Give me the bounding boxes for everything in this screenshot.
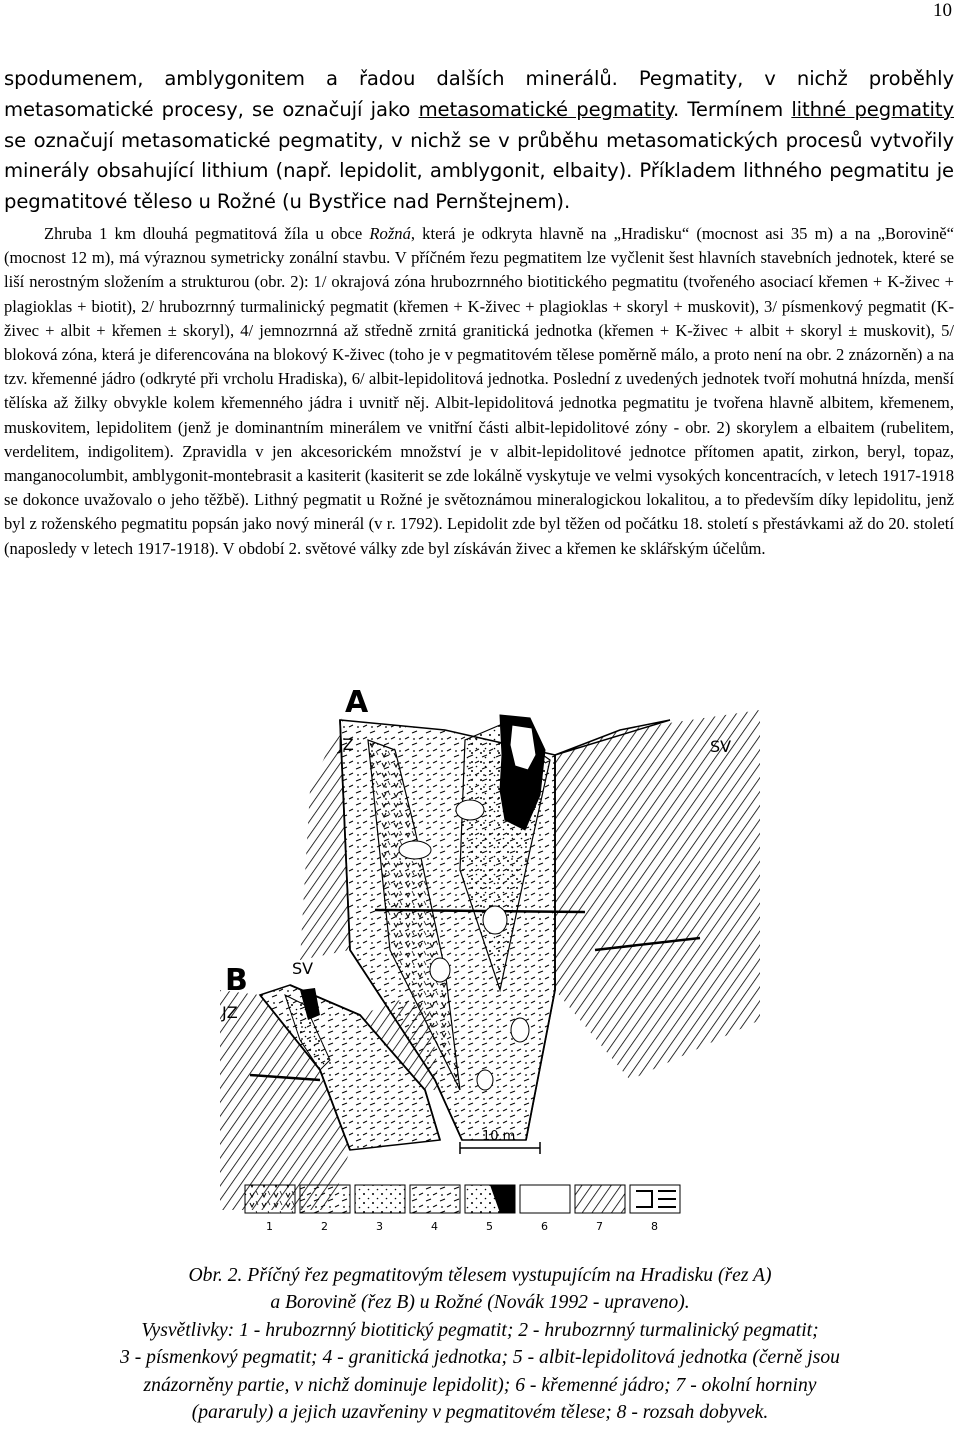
paragraph-intro (4, 64, 954, 218)
legend-swatch-3 (355, 1185, 405, 1213)
section-a-right-direction: SV (710, 737, 732, 756)
caption-line: (pararuly) a jejich uzavřeniny v pegmatitovém tělese; 8 - rozsah dobyvek. (191, 1402, 769, 1424)
paragraph-description (4, 222, 954, 561)
page-number: 10 (933, 0, 952, 21)
text-run: , která je odkryta hlavně na „Hradisku“ (mocnost asi 35 m) a na „Borovině“ (mocnost 12 m), má výraznou symetricky zonální stavbu. V příčném řezu pegmatitem lze vyčlenit šest hlavních stavebních jednotek, které se liší nerostným složením a strukturou (obr. 2): 1/ okrajová zóna hrubozrnného biotitického pegmatitu (tvořeného asociací křemen + K-živec + plagioklas + biotit), 2/ hrubozrnný turmalinický pegmatit (křemen + K-živec + plagioklas + skoryl + muskovit), 3/ písmenkový pegmatit (K-živec + albit + křemen ± skoryl), 4/ jemnozrnná až středně zrnitá granitická jednotka (křemen + K-živec + albit + skoryl ± muskovit), 5/ bloková zóna, která je diferencována na blokový K-živec (toho je v pegmatitovém tělese poměrně málo, a proto není na obr. 2 znázorněn) a na tzv. křemenné jádro (odkryté při vrcholu Hradiska), 6/ albit-lepidolitová jednotka. Poslední z uvedených jednotek tvoří mohutná hnízda, menší tělíska až žilky obvykle kolem křemenného jádra i uvnitř něj. Albit-lepidolitová jednotka pegmatitu je tvořena hlavně albitem, křemenem, muskovitem, lepidolitem (jenž je dominantním minerálem ve vnitřní části albit-lepidolitové zóny - obr. 2) skorylem a elbaitem (rubelitem, verdelitem, indigolitem). Zpravidla v jen akcesorickém množství je v albit-lepidolitové jednotce přítomen apatit, zirkon, beryl, topaz, manganocolumbit, amblygonit-montebrasit a kasiterit (kasiterit se zde lokálně vyskytuje ve velmi vysokých koncentracích, v letech 1917-1918 se dokonce uvažovalo o jeho těžbě). Lithný pegmatit u Rožné je světoznámou mineralogickou lokalitou, a to především díky lepidolitu, jenž byl z roženského pegmatitu popsán jako nový minerál (v r. 1792). Lepidolit zde byl těžen od počátku 18. století s přestávkami až do 20. století (naposledy v letech 1917-1918). V období 2. světové války zde byl získáván živec a křemen ke sklářským účelům. (4, 224, 954, 558)
section-b-left-direction: JZ (222, 1003, 238, 1022)
legend-swatch-7 (575, 1185, 625, 1213)
term-metasomatic: metasomatické pegmatity (418, 97, 673, 121)
section-b-label: B (225, 963, 248, 998)
scale-label: 10 m (482, 1129, 516, 1144)
cross-section-drawing (200, 670, 760, 1235)
legend-number-4: 4 (431, 1220, 438, 1233)
text-run: . Termínem (672, 97, 792, 121)
caption-line: a Borovině (řez B) u Rožné (Novák 1992 - upraveno). (270, 1292, 690, 1314)
legend-swatch-6 (520, 1185, 570, 1213)
caption-line: znázorněny partie, v nichž dominuje lepidolit); 6 - křemenné jádro; 7 - okolní horniny (143, 1374, 817, 1396)
legend (245, 1185, 680, 1233)
section-b-right-direction: SV (292, 959, 314, 978)
caption-line: 3 - písmenkový pegmatit; 4 - granitická jednotka; 5 - albit-lepidolitová jednotka (černě jsou (120, 1347, 840, 1369)
figure-caption (0, 1262, 960, 1426)
caption-line: Vysvětlivky: 1 - hrubozrnný biotitický pegmatit; 2 - hrubozrnný turmalinický pegmatit; (141, 1319, 819, 1341)
term-lithium: lithné pegmatity (791, 97, 954, 121)
place-name: Rožná (369, 224, 411, 243)
legend-number-3: 3 (376, 1220, 383, 1233)
legend-number-1: 1 (266, 1220, 273, 1233)
caption-line: Obr. 2. Příčný řez pegmatitovým tělesem vystupujícím na Hradisku (řez A) (188, 1265, 772, 1286)
cross-section-figure (200, 670, 760, 1235)
text-run: Zhruba 1 km dlouhá pegmatitová žíla u obce (44, 224, 370, 243)
legend-swatch-4 (410, 1185, 460, 1213)
legend-swatch-2 (300, 1185, 350, 1213)
legend-number-8: 8 (651, 1220, 658, 1233)
legend-swatch-1 (245, 1185, 295, 1213)
text-run: se označují metasomatické pegmatity, v nichž se v průběhu metasomatických procesů vytvořily minerály obsahující lithium (např. lepidolit, amblygonit, elbaity). Příkladem lithného pegmatitu je pegmatitové těleso u Rožné (u Bystřice nad Pernštejnem). (4, 128, 954, 214)
legend-number-6: 6 (541, 1220, 548, 1233)
legend-number-7: 7 (596, 1220, 603, 1233)
section-a-label: A (345, 685, 369, 720)
section-a-left-direction: JZ (338, 735, 354, 754)
legend-number-2: 2 (321, 1220, 328, 1233)
legend-number-5: 5 (486, 1220, 493, 1233)
text-run: spodumenem, amblygonitem a řadou dalších minerálů. Pegmatity, v nichž proběhly metasomatické procesy, se označují jako (4, 67, 954, 121)
